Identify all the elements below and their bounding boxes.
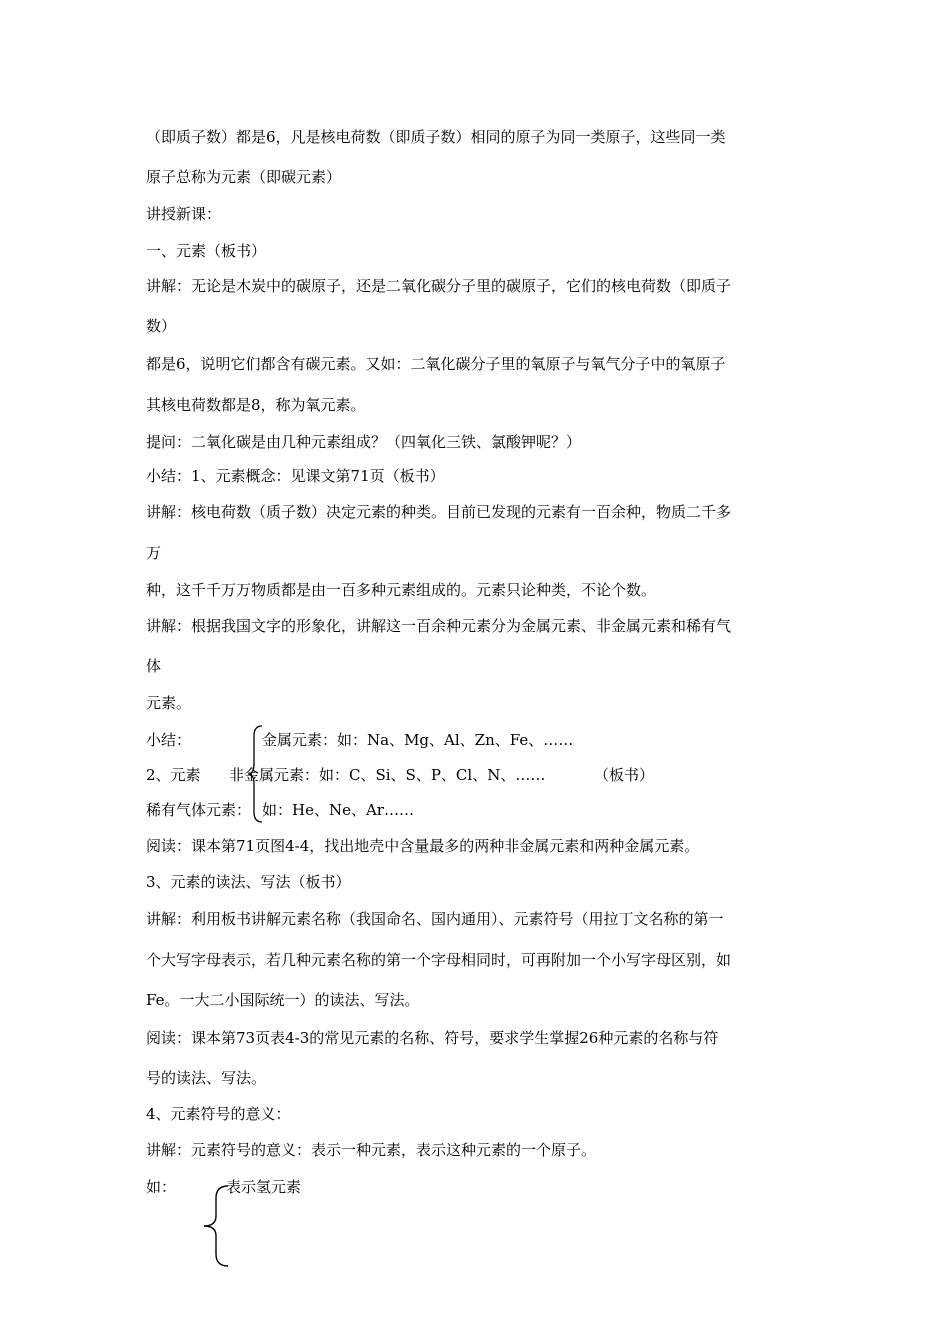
nonmetal-elements: 非金属元素：如：C、Si、S、P、Cl、N、…… bbox=[229, 766, 546, 784]
curly-brace-icon bbox=[200, 1184, 232, 1268]
metal-elements: 金属元素：如：Na、Mg、Al、Zn、Fe、…… bbox=[262, 731, 574, 749]
text-line: 小结：1、元素概念：见课文第71页（板书） bbox=[146, 467, 445, 485]
text-line: 讲解：根据我国文字的形象化，讲解这一百余种元素分为金属元素、非金属元素和稀有气 bbox=[146, 617, 732, 635]
text-line: 讲解：核电荷数（质子数）决定元素的种类。目前已发现的元素有一百余种，物质二千多 bbox=[146, 503, 732, 521]
text-line: 号的读法、写法。 bbox=[146, 1069, 267, 1087]
text-line: 原子总称为元素（即碳元素） bbox=[146, 168, 342, 186]
text-line: 万 bbox=[146, 544, 162, 562]
text-line: 元素。 bbox=[146, 694, 192, 712]
board-note: （板书） bbox=[594, 766, 655, 784]
text-line: Fe。一大二小国际统一）的读法、写法。 bbox=[146, 991, 420, 1009]
noble-elements: 如：He、Ne、Ar…… bbox=[262, 801, 414, 819]
text-line: 阅读：课本第71页图4-4，找出地壳中含量最多的两种非金属元素和两种金属元素。 bbox=[146, 837, 700, 855]
example-item: 表示氢元素 bbox=[226, 1178, 302, 1196]
element-label: 2、元素 bbox=[146, 766, 201, 784]
section-heading: 讲授新课： bbox=[146, 205, 222, 223]
text-line: 体 bbox=[146, 657, 162, 675]
summary-label: 小结： bbox=[146, 731, 192, 749]
text-line: 个大写字母表示，若几种元素名称的第一个字母相同时，可再附加一个小写字母区别，如 bbox=[146, 951, 732, 969]
section-heading: 4、元素符号的意义： bbox=[146, 1105, 291, 1123]
text-line: 讲解：利用板书讲解元素名称（我国命名、国内通用）、元素符号（用拉丁文名称的第一 bbox=[146, 910, 724, 928]
text-line: 都是6，说明它们都含有碳元素。又如：二氧化碳分子里的氧原子与氧气分子中的氧原子 bbox=[146, 355, 726, 373]
text-line: 讲解：元素符号的意义：表示一种元素，表示这种元素的一个原子。 bbox=[146, 1141, 597, 1159]
section-heading: 一、元素（板书） bbox=[146, 242, 267, 260]
text-line: 数） bbox=[146, 317, 177, 335]
text-line: 种，这千千万万物质都是由一百多种元素组成的。元素只论种类，不论个数。 bbox=[146, 581, 657, 599]
text-line: 其核电荷数都是8，称为氧元素。 bbox=[146, 396, 366, 414]
example-label: 如： bbox=[146, 1178, 177, 1196]
noble-label: 稀有气体元素： bbox=[146, 801, 252, 819]
section-heading: 3、元素的读法、写法（板书） bbox=[146, 873, 351, 891]
text-line: 讲解：无论是木炭中的碳原子，还是二氧化碳分子里的碳原子，它们的核电荷数（即质子 bbox=[146, 277, 732, 295]
text-line: （即质子数）都是6，凡是核电荷数（即质子数）相同的原子为同一类原子，这些同一类 bbox=[146, 128, 726, 146]
text-line: 阅读：课本第73页表4-3的常见元素的名称、符号，要求学生掌握26种元素的名称与符 bbox=[146, 1029, 719, 1047]
curly-brace-icon bbox=[246, 724, 266, 824]
text-line: 提问：二氧化碳是由几种元素组成？（四氧化三铁、氯酸钾呢？） bbox=[146, 433, 582, 451]
